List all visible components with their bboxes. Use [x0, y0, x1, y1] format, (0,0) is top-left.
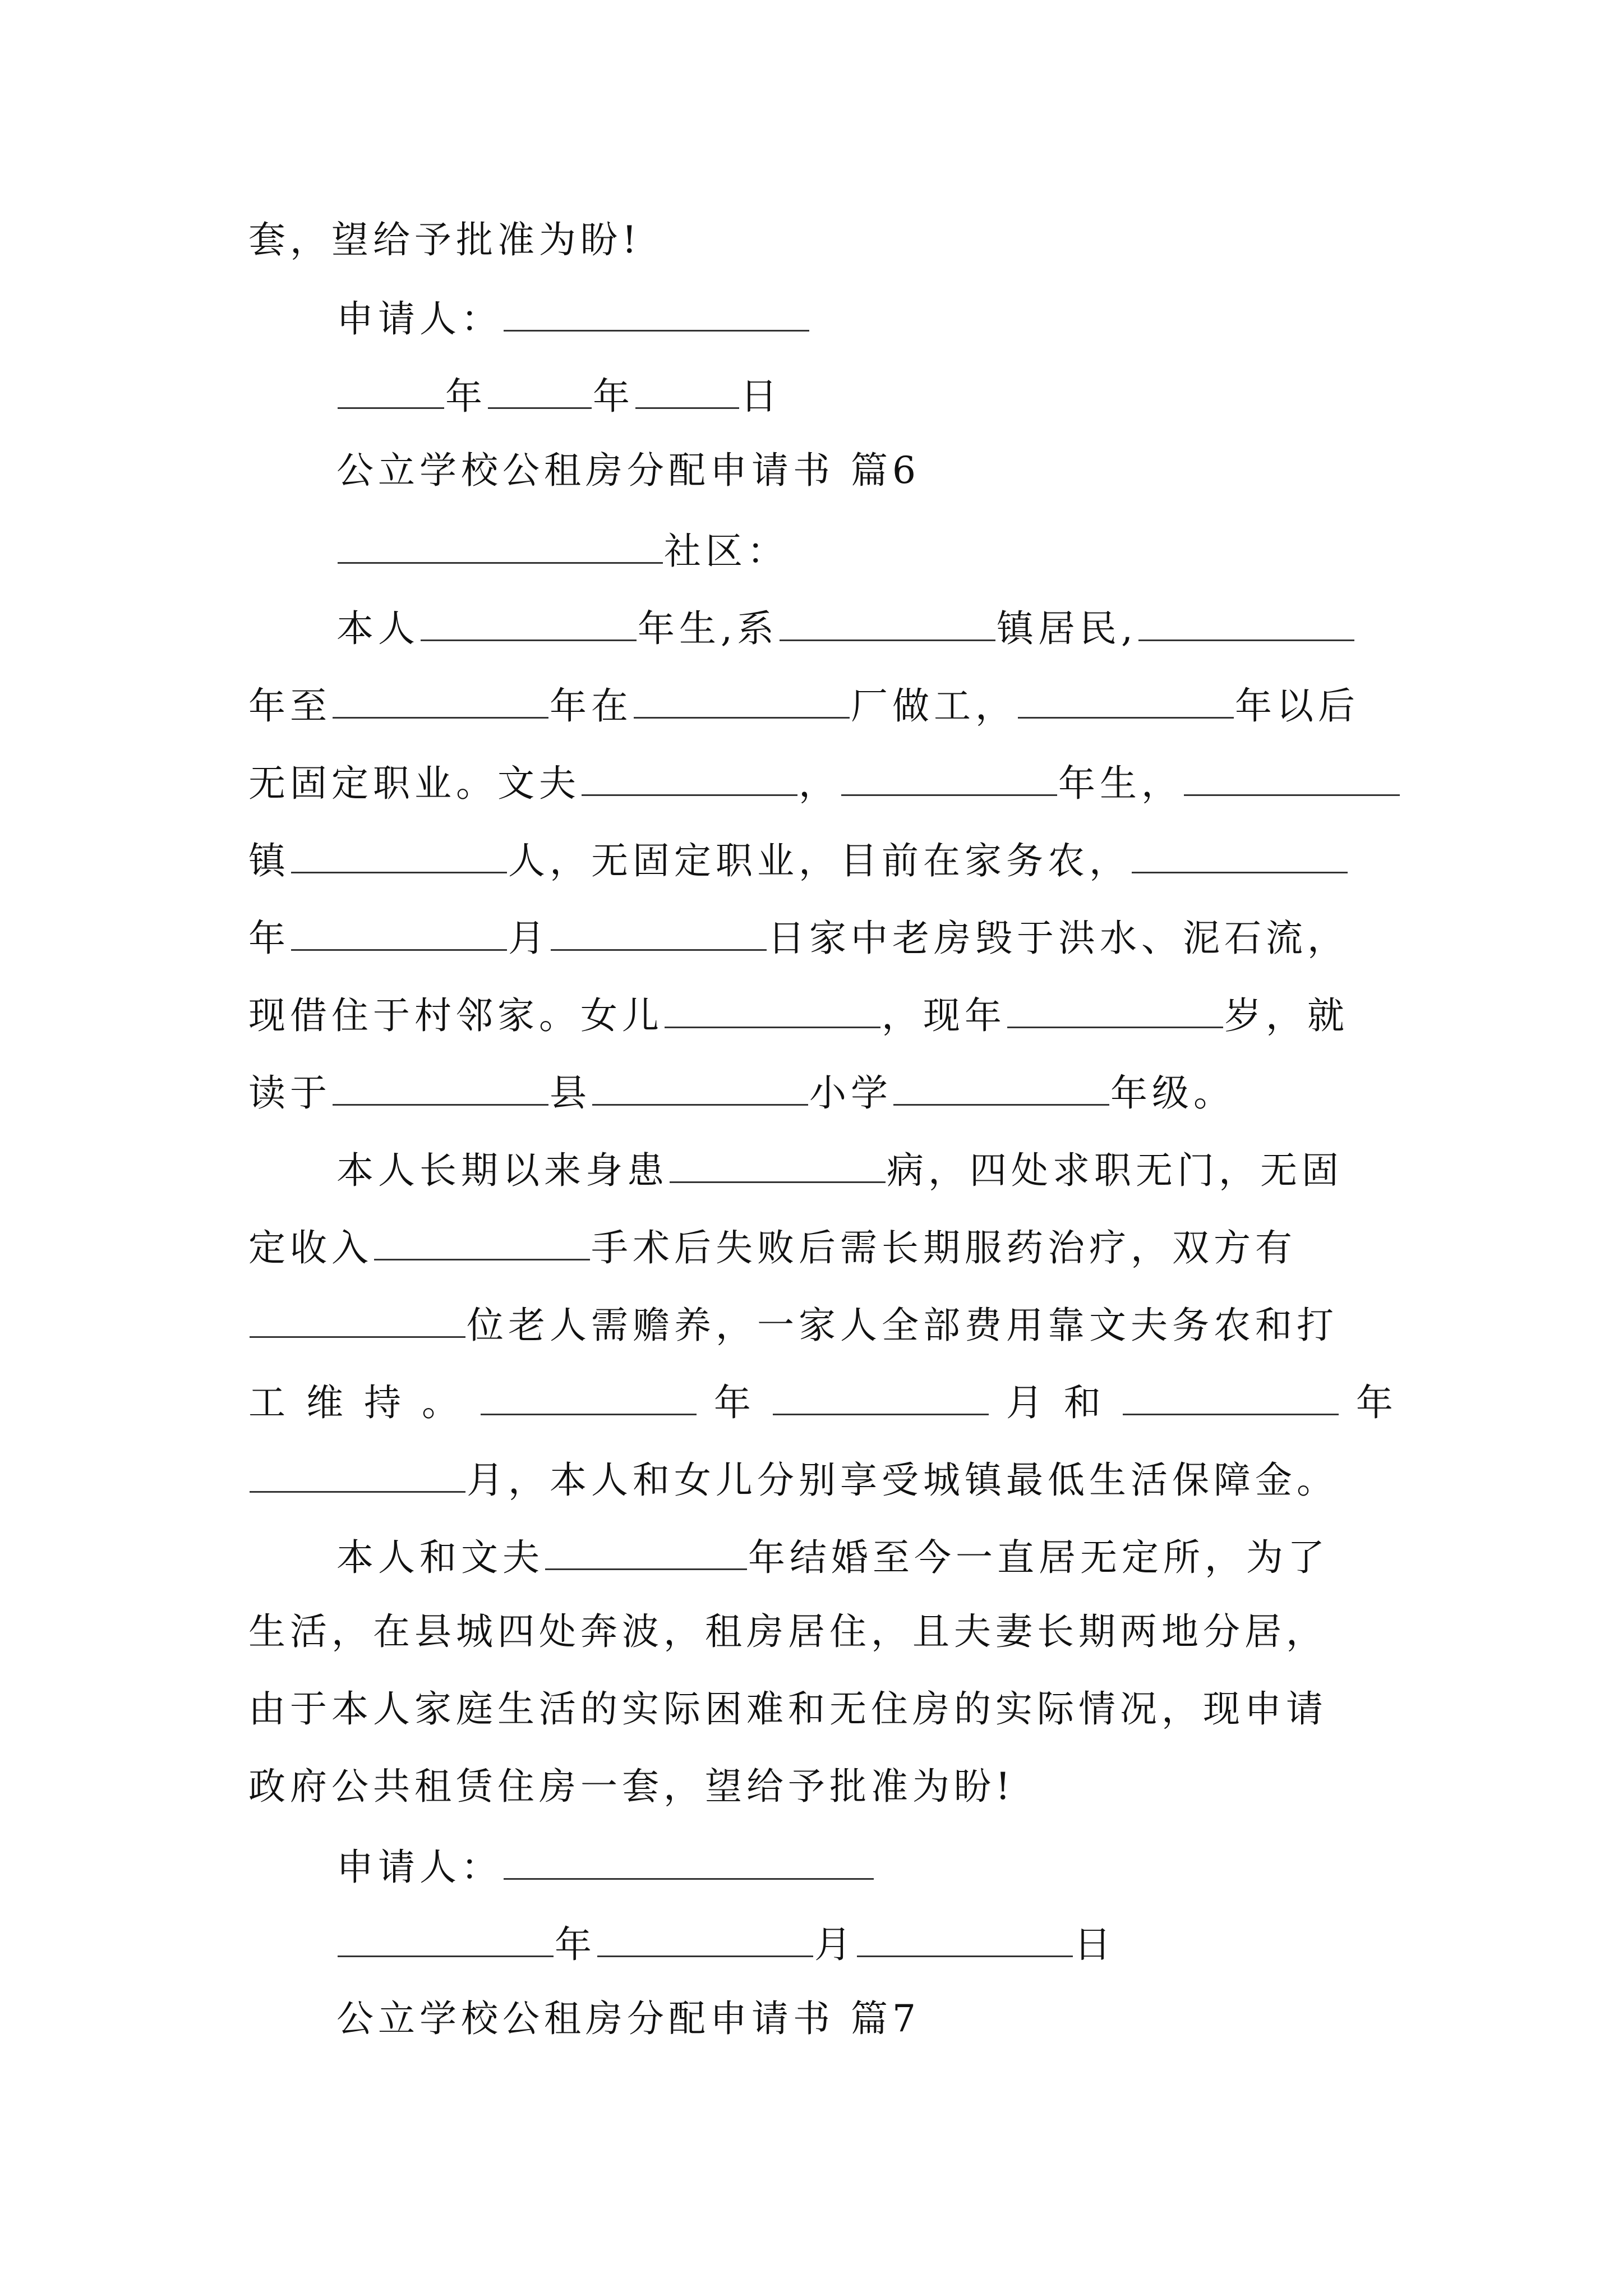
- para2-line: 工 维 持 。 年 月 和 年: [248, 1381, 1398, 1424]
- para1-line: 本人 年生,系 镇居民,: [336, 607, 1355, 647]
- para2-line: 月，本人和女儿分别享受城镇最低生活保障金。: [248, 1458, 1338, 1499]
- section-heading-7: 公立学校公租房分配申请书 篇7: [336, 1997, 920, 2040]
- para3-line: 本人和文夫 年结婚至今一直居无定所，为了: [336, 1536, 1329, 1579]
- para2-line: 本人长期以来身患 病，四处求职无门，无固: [336, 1149, 1343, 1192]
- para1-line: 镇 人，无固定职业，目前在家务农，: [248, 839, 1349, 880]
- para2-line: 定收入 手术后失败后需长期服药治疗，双方有: [248, 1226, 1297, 1269]
- para3-line: 政府公共租赁住房一套，望给予批准为盼!: [248, 1765, 1015, 1808]
- para1-line: 年 月 日家中老房毁于洪水、泥石流，: [248, 917, 1349, 960]
- date-line: 年 年 日: [336, 375, 782, 415]
- section-heading-6: 公立学校公租房分配申请书 篇6: [336, 449, 920, 492]
- applicant-line: 申请人：: [336, 297, 810, 338]
- paragraph-tail: 套，望给予批准为盼!: [248, 218, 642, 261]
- para1-line: 无固定职业。文夫 ， 年生，: [248, 762, 1401, 802]
- para3-line: 由于本人家庭生活的实际困难和无住房的实际情况，现申请: [248, 1687, 1327, 1731]
- para3-line: 生活，在县城四处奔波，租房居住，且夫妻长期两地分居，: [248, 1610, 1327, 1653]
- para1-line: 读于 县 小学 年级。: [248, 1071, 1235, 1115]
- date-line: 年 月 日: [336, 1923, 1115, 1963]
- para1-line: 现借住于村邻家。女儿 ，现年 岁，就: [248, 994, 1349, 1037]
- para2-line: 位老人需赡养，一家人全部费用靠文夫务农和打: [248, 1304, 1338, 1344]
- para1-line: 年至 年在 厂做工， 年以后: [248, 684, 1359, 728]
- applicant-line: 申请人：: [336, 1846, 875, 1886]
- community-line: 社区：: [336, 530, 789, 570]
